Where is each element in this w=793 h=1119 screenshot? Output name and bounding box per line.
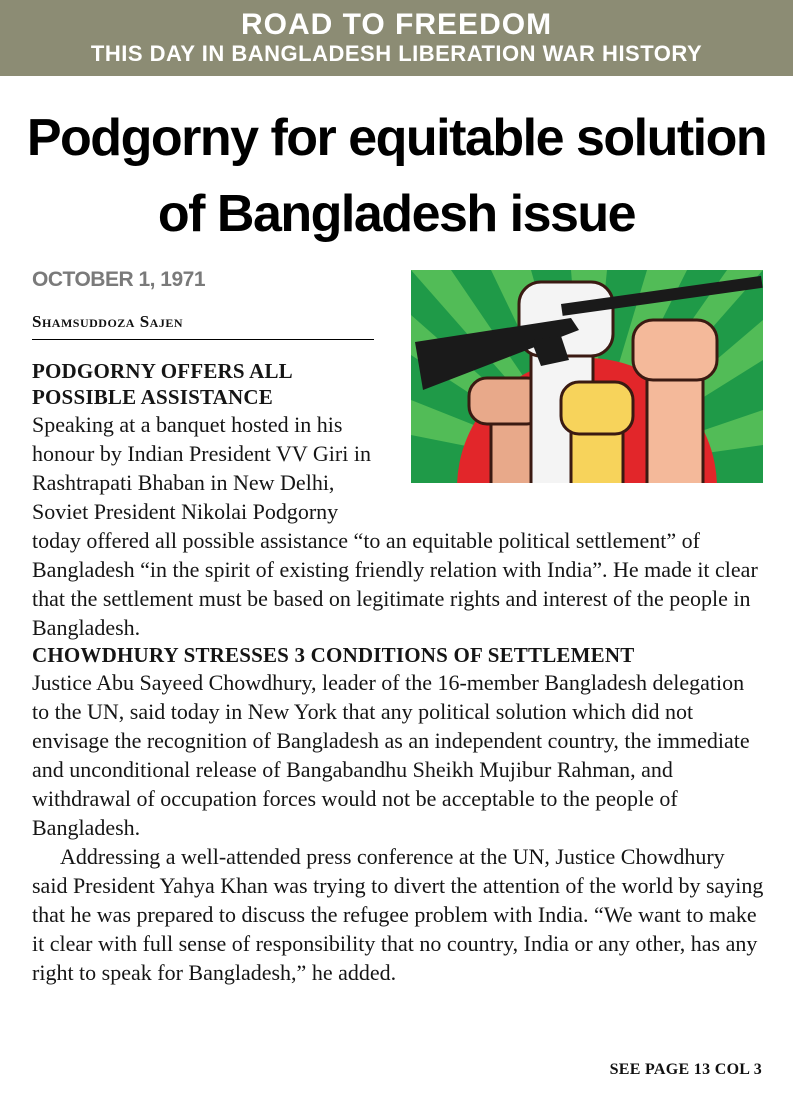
image-wrap-spacer (385, 358, 765, 524)
headline: Podgorny for equitable solution of Bangladesh issue (26, 109, 767, 243)
continuation-jump: SEE PAGE 13 COL 3 (609, 1061, 762, 1078)
dateline: OCTOBER 1, 1971 (32, 268, 206, 291)
subhead-podgorny: PODGORNY OFFERS ALL POSSIBLE ASSISTANCE (32, 359, 292, 409)
byline: Shamsuddoza Sajen (32, 312, 374, 340)
banner-title: ROAD TO FREEDOM (240, 8, 553, 41)
paragraph-chowdhury: Justice Abu Sayeed Chowdhury, leader of the 16-member Bangladesh delegation to the UN, said today in New York that any political solution which did not envisage the recognition of Bangladesh as an independent country, the immediate and unconditional release of Bangabandhu Sheikh Mujibur Rahman, and withdrawal of occupation forces would not be acceptable to the people of Bangladesh. (32, 670, 750, 840)
paragraph-podgorny: Speaking at a banquet hosted in his honour by Indian President VV Giri in Rashtrapati Bhaban in New Delhi, Soviet President Nikolai Podgorny today offered all possible assistance “to an equitable political settlement” of Bangladesh “in the spirit of existing friendly relation with India”. He made it clear that the settlement must be based on legitimate rights and interest of the people in Bangladesh. (32, 412, 758, 640)
paragraph-press-conference: Addressing a well-attended press conference at the UN, Justice Chowdhury said President Yahya Khan was trying to divert the attention of the world by saying that he was prepared to discuss the refugee problem with India. “We want to make it clear with full sense of responsibility that no country, India or any other, has any right to speak for Bangladesh,” he added. (32, 844, 764, 985)
banner-subtitle: THIS DAY IN BANGLADESH LIBERATION WAR HISTORY (90, 41, 703, 66)
series-banner (0, 0, 793, 76)
article-body (32, 358, 765, 987)
subhead-chowdhury: CHOWDHURY STRESSES 3 CONDITIONS OF SETTLEMENT (32, 643, 635, 667)
